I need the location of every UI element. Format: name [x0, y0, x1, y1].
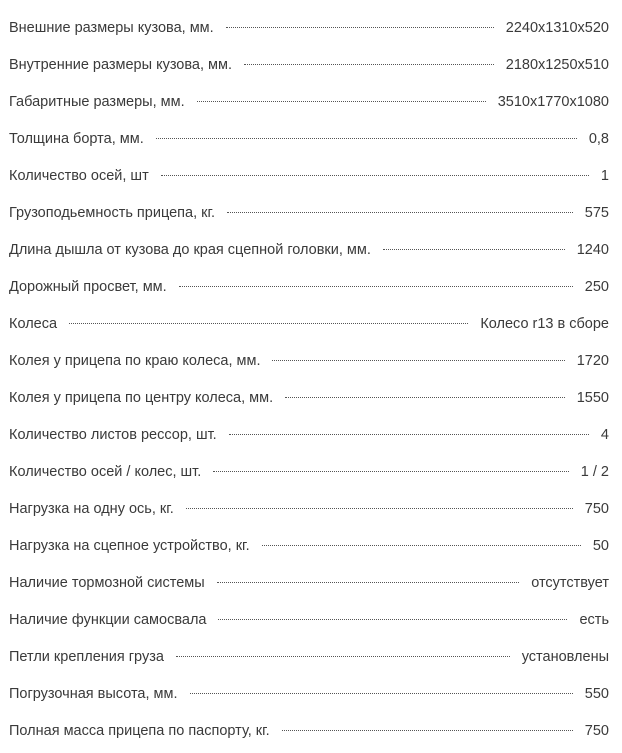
dotted-leader: [227, 212, 573, 213]
dotted-leader: [383, 249, 565, 250]
spec-row: [0, 232, 622, 269]
spec-row: [0, 491, 622, 528]
spec-row: [0, 121, 622, 158]
spec-value: 550: [584, 686, 609, 702]
dotted-leader: [197, 101, 486, 102]
dotted-leader: [282, 730, 573, 731]
dotted-leader: [213, 471, 569, 472]
dotted-leader: [226, 27, 494, 28]
spec-value: 1: [600, 168, 609, 184]
dotted-leader: [161, 175, 589, 176]
spec-row: [0, 10, 622, 47]
spec-value: 750: [584, 501, 609, 517]
spec-value: 750: [584, 723, 609, 739]
spec-row: [0, 713, 622, 750]
spec-label: Колея у прицепа по краю колеса, мм.: [9, 353, 261, 369]
spec-row: [0, 158, 622, 195]
dotted-leader: [186, 508, 573, 509]
spec-label: Колеса: [9, 316, 58, 332]
spec-value: 50: [592, 538, 609, 554]
spec-label: Габаритные размеры, мм.: [9, 94, 185, 110]
spec-row: [0, 343, 622, 380]
dotted-leader: [69, 323, 468, 324]
spec-value: отсутствует: [531, 575, 609, 591]
dotted-leader: [229, 434, 589, 435]
spec-label: Внешние размеры кузова, мм.: [9, 20, 214, 36]
spec-value: 2180x1250x510: [505, 57, 609, 73]
spec-row: [0, 639, 622, 676]
spec-row: [0, 602, 622, 639]
spec-row: [0, 306, 622, 343]
spec-row: [0, 565, 622, 602]
dotted-leader: [262, 545, 581, 546]
dotted-leader: [244, 64, 494, 65]
dotted-leader: [190, 693, 573, 694]
spec-value: 575: [584, 205, 609, 221]
spec-row: [0, 195, 622, 232]
dotted-leader: [156, 138, 577, 139]
spec-label: Количество осей / колес, шт.: [9, 464, 202, 480]
spec-label: Полная масса прицепа по паспорту, кг.: [9, 723, 270, 739]
spec-value: 2240x1310x520: [505, 20, 609, 36]
dotted-leader: [217, 582, 520, 583]
spec-row: [0, 417, 622, 454]
spec-row: [0, 84, 622, 121]
spec-value: 250: [584, 279, 609, 295]
spec-label: Наличие функции самосвала: [9, 612, 207, 628]
spec-row: [0, 676, 622, 713]
dotted-leader: [272, 360, 564, 361]
dotted-leader: [285, 397, 565, 398]
spec-value: установлены: [521, 649, 609, 665]
spec-label: Толщина борта, мм.: [9, 131, 144, 147]
spec-value: 4: [600, 427, 609, 443]
dotted-leader: [179, 286, 573, 287]
spec-label: Наличие тормозной системы: [9, 575, 205, 591]
spec-label: Дорожный просвет, мм.: [9, 279, 167, 295]
spec-label: Внутренние размеры кузова, мм.: [9, 57, 233, 73]
spec-value: 1240: [576, 242, 609, 258]
spec-row: [0, 528, 622, 565]
spec-label: Погрузочная высота, мм.: [9, 686, 178, 702]
spec-label: Количество осей, шт: [9, 168, 149, 184]
spec-label: Петли крепления груза: [9, 649, 164, 665]
spec-label: Нагрузка на сцепное устройство, кг.: [9, 538, 250, 554]
spec-label: Грузоподьемность прицепа, кг.: [9, 205, 216, 221]
spec-value: 1720: [576, 353, 609, 369]
spec-value: есть: [579, 612, 609, 628]
spec-value: 1550: [576, 390, 609, 406]
spec-value: 3510x1770x1080: [497, 94, 609, 110]
spec-label: Количество листов рессор, шт.: [9, 427, 217, 443]
spec-row: [0, 47, 622, 84]
spec-value: 1 / 2: [580, 464, 609, 480]
spec-label: Нагрузка на одну ось, кг.: [9, 501, 174, 517]
spec-value: 0,8: [588, 131, 609, 147]
spec-row: [0, 380, 622, 417]
spec-label: Длина дышла от кузова до края сцепной головки, мм.: [9, 242, 371, 258]
spec-label: Колея у прицепа по центру колеса, мм.: [9, 390, 274, 406]
spec-row: [0, 269, 622, 306]
spec-row: [0, 454, 622, 491]
dotted-leader: [176, 656, 510, 657]
dotted-leader: [218, 619, 567, 620]
spec-value: Колесо r13 в сборе: [480, 316, 609, 332]
